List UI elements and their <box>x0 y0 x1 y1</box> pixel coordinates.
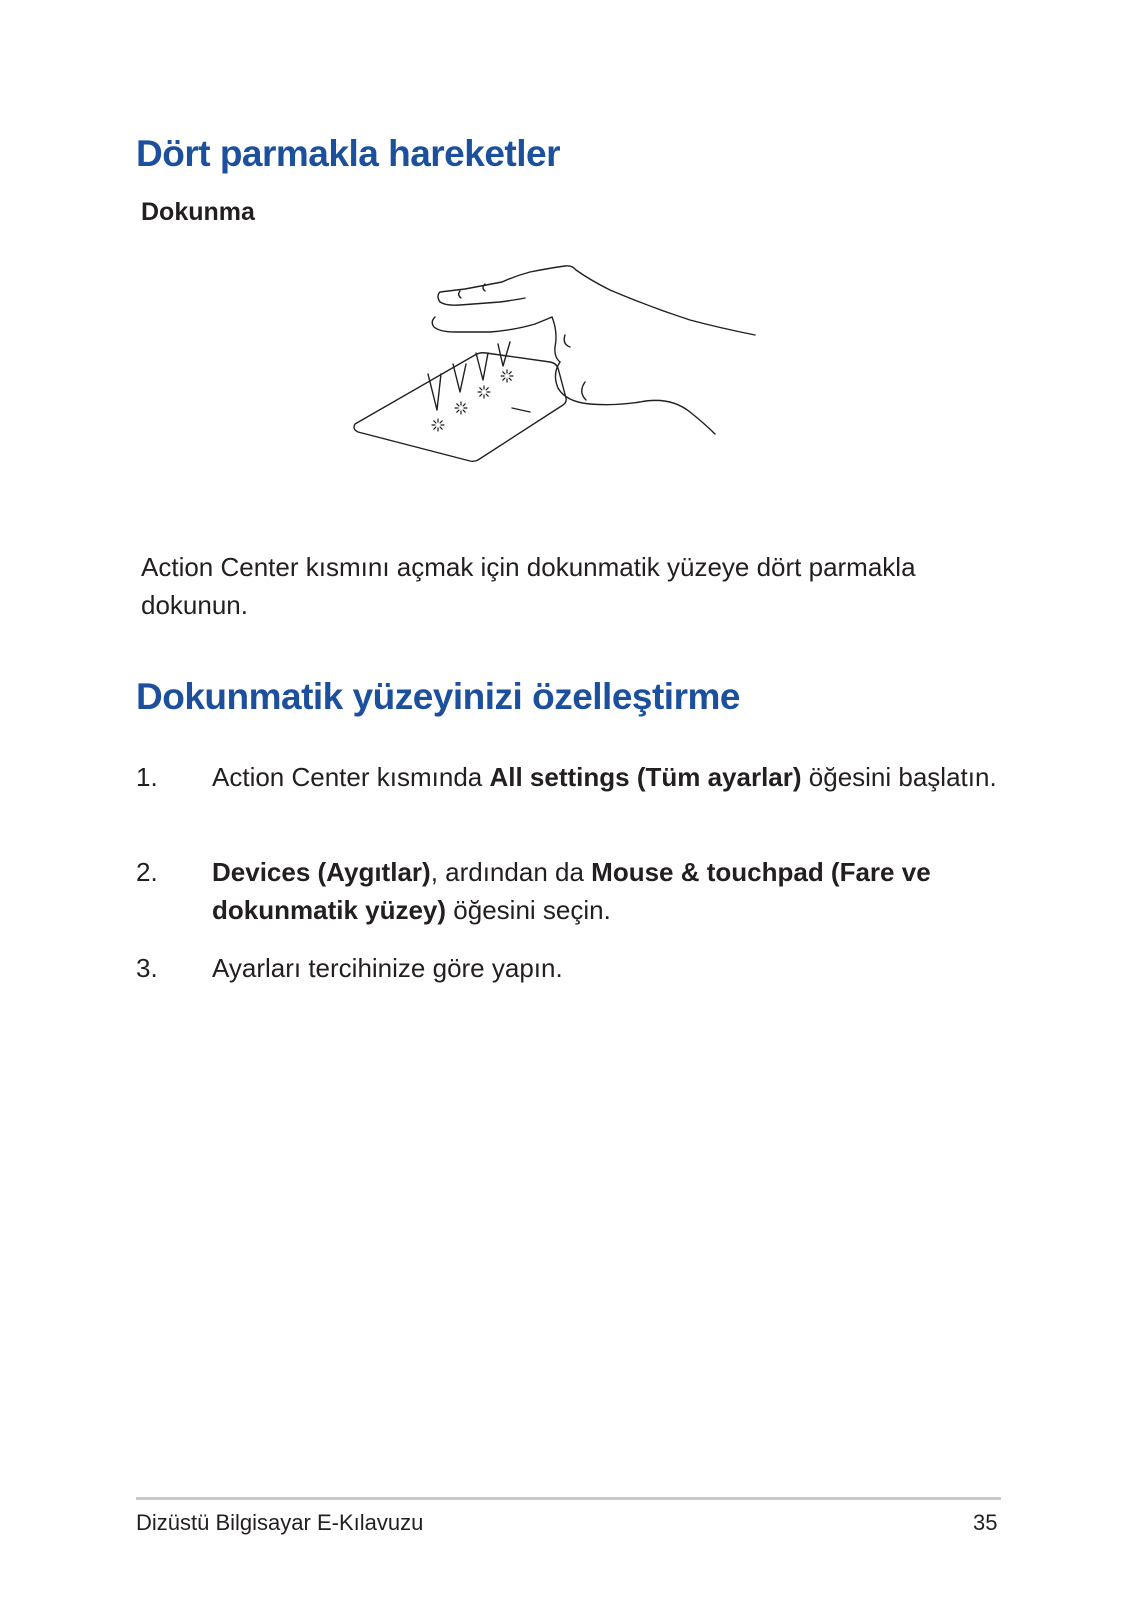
tap-description: Action Center kısmını açmak için dokunmatik yüzeye dört parmakla dokunun. <box>141 552 916 620</box>
step-text-segment: öğesini başlatın. <box>801 762 997 792</box>
footer-manual-title: Dizüstü Bilgisayar E-Kılavuzu <box>136 1510 424 1535</box>
page-number: 35 <box>973 1510 998 1535</box>
step-text-bold: Mouse & touchpad (Fare ve dokunmatik yüzey) <box>212 857 931 925</box>
subsection-title-tap: Dokunma <box>141 198 255 226</box>
section-title-four-finger-gestures: Dört parmakla hareketler <box>136 133 560 174</box>
step-text <box>212 758 1002 796</box>
step-number: 2. <box>136 857 158 887</box>
step-text <box>212 949 1002 987</box>
step-text <box>212 853 1002 929</box>
step-text-bold: Devices (Aygıtlar) <box>212 857 431 887</box>
step-text-segment: , ardından da <box>430 857 592 887</box>
step-text-segment: Ayarları tercihinize göre yapın. <box>212 953 563 983</box>
four-finger-tap-icon <box>340 262 780 472</box>
step-number: 1. <box>136 762 158 792</box>
step-text-bold: All settings (Tüm ayarlar) <box>489 762 802 792</box>
step-text-segment: öğesini seçin. <box>446 895 611 925</box>
step-number: 3. <box>136 953 158 983</box>
step-text-segment: Action Center kısmında <box>212 762 490 792</box>
section-title-customize-touchpad: Dokunmatik yüzeyinizi özelleştirme <box>136 676 740 717</box>
footer-divider <box>136 1497 1001 1500</box>
